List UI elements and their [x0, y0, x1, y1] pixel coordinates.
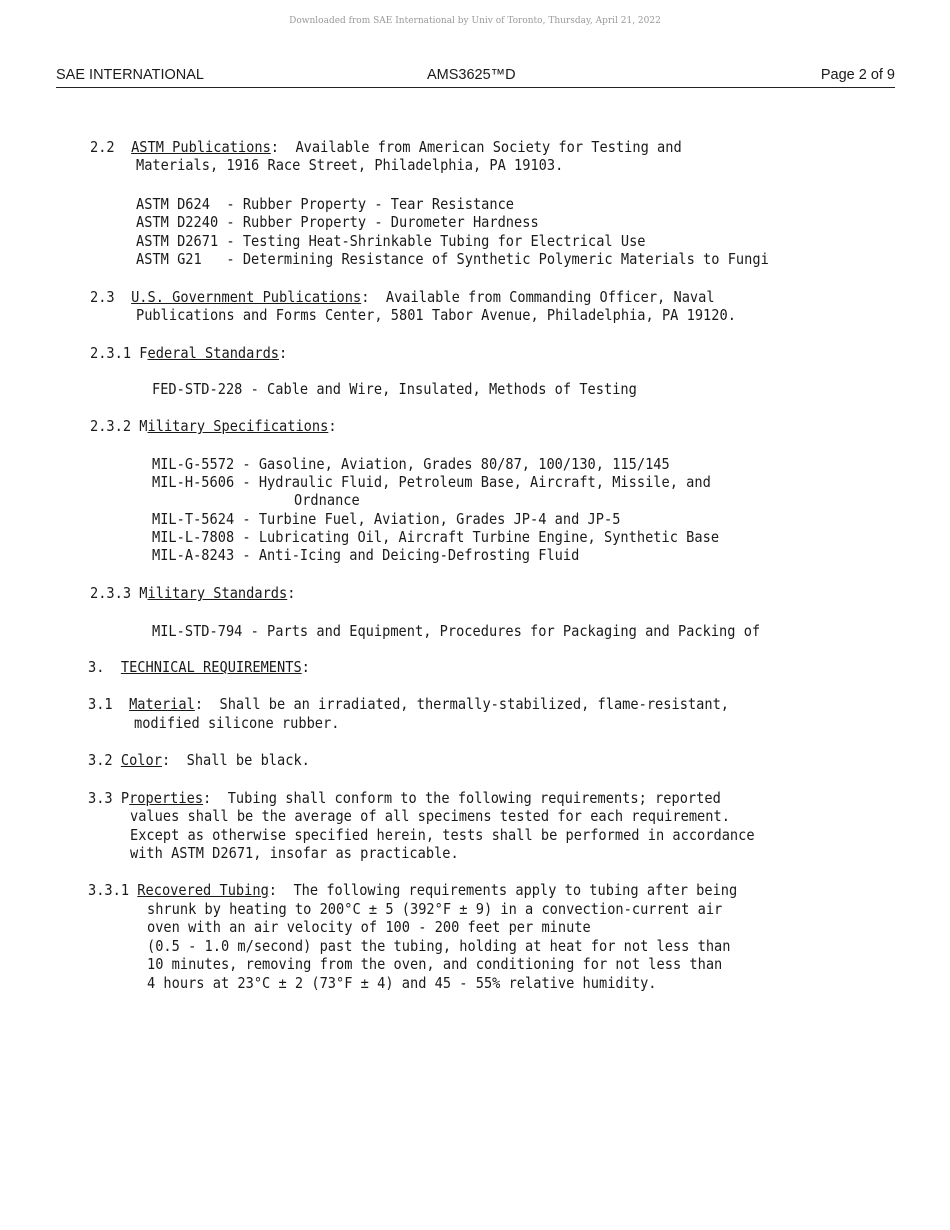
reference-item: MIL-T-5624 - Turbine Fuel, Aviation, Grades JP-4 and JP-5 — [152, 510, 621, 528]
section-title: ederal Standards — [147, 344, 280, 362]
header-doc-number: AMS3625™D — [427, 67, 516, 83]
reference-item-continuation: Ordnance — [294, 491, 360, 509]
header-org: SAE INTERNATIONAL — [56, 67, 204, 83]
reference-item: MIL-STD-794 - Parts and Equipment, Procedures for Packaging and Packing of — [152, 622, 761, 640]
reference-item: ASTM D2671 - Testing Heat-Shrinkable Tubing for Electrical Use — [136, 232, 646, 250]
reference-item: ASTM D2240 - Rubber Property - Durometer Hardness — [136, 213, 539, 231]
header-page-number: Page 2 of 9 — [820, 67, 895, 83]
paragraph-line: Except as otherwise specified herein, tests shall be performed in accordance — [130, 826, 755, 844]
section-2-3-continuation: Publications and Forms Center, 5801 Tabor Avenue, Philadelphia, PA 19120. — [136, 306, 736, 324]
paragraph-line: (0.5 - 1.0 m/second) past the tubing, holding at heat for not less than — [147, 937, 731, 955]
paragraph-line: 10 minutes, removing from the oven, and conditioning for not less than — [147, 955, 723, 973]
section-title: Recovered Tubing — [137, 881, 269, 899]
reference-item: MIL-H-5606 - Hydraulic Fluid, Petroleum Base, Aircraft, Missile, and — [152, 473, 711, 491]
paragraph-line: modified silicone rubber. — [134, 714, 340, 732]
section-title: roperties — [129, 789, 204, 807]
reference-item: MIL-A-8243 - Anti-Icing and Deicing-Defrosting Fluid — [152, 546, 580, 564]
section-title: U.S. Government Publications — [131, 288, 362, 306]
reference-item: MIL-L-7808 - Lubricating Oil, Aircraft Turbine Engine, Synthetic Base — [152, 528, 720, 546]
section-2-3-2-heading: 2.3.2 Military Specifications: — [90, 417, 337, 435]
section-2-3-1-heading: 2.3.1 Federal Standards: — [90, 344, 288, 362]
section-title: Material — [129, 695, 195, 713]
section-3-heading: 3. TECHNICAL REQUIREMENTS: — [88, 658, 310, 676]
section-title: ilitary Standards — [147, 584, 288, 602]
section-title: Color — [120, 751, 162, 769]
section-3-1-heading: 3.1 Material: Shall be an irradiated, thermally-stabilized, flame-resistant, — [88, 695, 730, 713]
section-2-2-continuation: Materials, 1916 Race Street, Philadelphia, PA 19103. — [136, 156, 564, 174]
section-3-3-heading: 3.3 Properties: Tubing shall conform to the following requirements; reported — [88, 789, 721, 807]
paragraph-line: shrunk by heating to 200°C ± 5 (392°F ± 9) in a convection-current air — [147, 900, 723, 918]
paragraph-line: values shall be the average of all specimens tested for each requirement. — [130, 807, 730, 825]
reference-item: ASTM D624 - Rubber Property - Tear Resistance — [136, 195, 515, 213]
section-3-3-1-heading: 3.3.1 Recovered Tubing: The following requirements apply to tubing after being — [88, 881, 738, 899]
section-2-3-3-heading: 2.3.3 Military Standards: — [90, 584, 296, 602]
section-title: TECHNICAL REQUIREMENTS — [120, 658, 302, 676]
reference-item: FED-STD-228 - Cable and Wire, Insulated, Methods of Testing — [152, 380, 637, 398]
section-title: ASTM Publications — [131, 138, 271, 156]
section-2-3-heading: 2.3 U.S. Government Publications: Available from Commanding Officer, Naval — [90, 288, 715, 306]
section-2-2-heading: 2.2 ASTM Publications: Available from American Society for Testing and — [90, 138, 682, 156]
paragraph-line: with ASTM D2671, insofar as practicable. — [130, 844, 459, 862]
download-watermark: Downloaded from SAE International by Univ of Toronto, Thursday, April 21, 2022 — [289, 16, 661, 26]
paragraph-line: 4 hours at 23°C ± 2 (73°F ± 4) and 45 - 55% relative humidity. — [147, 974, 657, 992]
paragraph-line: oven with an air velocity of 100 - 200 feet per minute — [147, 918, 591, 936]
section-title: ilitary Specifications — [147, 417, 329, 435]
reference-item: MIL-G-5572 - Gasoline, Aviation, Grades 80/87, 100/130, 115/145 — [152, 455, 670, 473]
reference-item: ASTM G21 - Determining Resistance of Synthetic Polymeric Materials to Fungi — [136, 250, 769, 268]
section-3-2-heading: 3.2 Color: Shall be black. — [88, 751, 310, 769]
